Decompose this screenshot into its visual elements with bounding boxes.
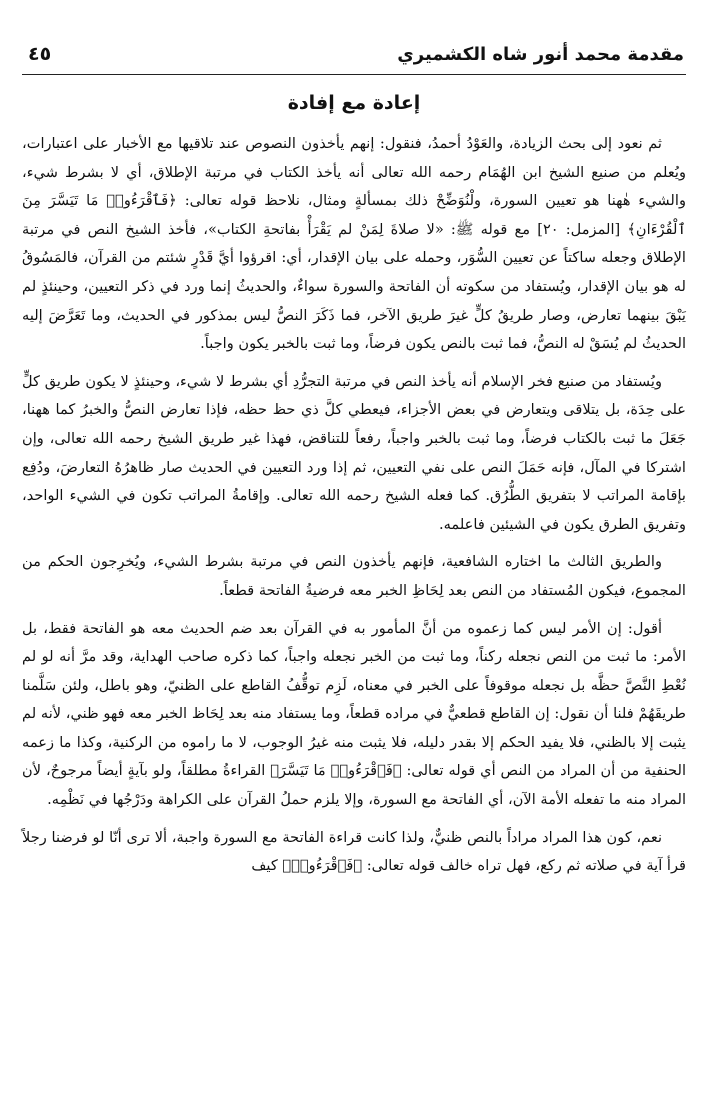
paragraph-1: ثم نعود إلى بحث الزيادة، والعَوْدُ أحمدُ، فنقول: إنهم يأخذون النصوص عند تلاقيها مع الأخبار على اعتبارات، ويُعلم من صنيع الشيخ ابن الهُمَام رحمه الله تعالى أنه يأخذ الكتاب في مرتبة الإطلاق، أي لا بشرط شيء، والشيء هٰهنا هو تعيين السورة، ولْنُوَضِّحْ ذلك بمسألةٍ ومثال، نلاحظ قوله تعالى: ﴿فَٱقْرَءُوا۟ مَا تَيَسَّرَ مِنَ ٱلْقُرْءَانِ﴾ [المزمل: ٢٠] مع قوله ﷺ: «لا صلاةَ لِمَنْ لم يَقْرَأْ بفاتحةِ الكتاب»، فأخذ الشيخ النص في مرتبة الإطلاق وجعله ساكتاً عن تعيين السُّوَر، وحمله على بيان الإقدار، أي: اقرؤوا أيَّ قَدْرٍ شئتم من القرآن، فالمَسُوقُ له هو بيان الإقدار، ويُستفاد من سكوته أن الفاتحة والسورة سواءٌ، والحديثُ إنما ورد في ذكر التعيين، وحينئذٍ لم يَبْقَ بينهما تعارض، وصار طريقُ كلٍّ غيرَ طريق الآخر، فما ذَكَرَ النصُّ ليس بمذكور في الحديث، وما تَعَرَّضَ إليه الحديثُ لم يُسَقْ له النصُّ، فما ثبت بالنص يكون فرضاً، وما ثبت بالخبر يكون واجباً. (22, 135, 686, 353)
section-title: إعادة مع إفادة (287, 92, 421, 114)
page-header (22, 34, 686, 75)
paragraph-5: نعم، كون هذا المراد مراداً بالنص ظنيٌّ، ولذا كانت قراءة الفاتحة مع السورة واجبة، ألا ترى أنّا لو فرضنا رجلاً قرأ آية في صلاته ثم ركع، فهل تراه خالف قوله تعالى: ﴿فَٱقْرَءُوا۟﴾ كيف (22, 828, 686, 875)
body-text (22, 130, 686, 890)
running-title: مقدمة محمد أنور شاه الكشميري (397, 43, 684, 65)
paragraph-2: ويُستفاد من صنيع فخر الإسلام أنه يأخذ النص في مرتبة التجرُّدِ أي بشرط لا شيء، وحينئذٍ لا يكون طريق كلٍّ على حِدَة، بل يتلاقى ويتعارض في بعض الأجزاء، فيعطي كلَّ ذي حظ حظه، فإذا تعارض النصُّ والخبرُ كما ههنا، جَعَلَ ما ثبت بالكتاب فرضاً، وما ثبت بالخبر واجباً، رفعاً للتناقض، فهذا غير طريق الشيخ رحمه الله تعالى، وإن اشتركا في المآل، فإنه حَمَلَ النص على نفي التعيين، ثم إذا ورد التعيين في الحديث صار ظاهرُهُ التعارضَ، ودُفِع بإقامة المراتب لا بتفريق الطُّرُق. كما فعله الشيخ رحمه الله تعالى. وإقامةُ المراتب تكون في الشيء الواحد، وتفريق الطرق يكون في الشيئين فاعلمه. (22, 372, 686, 533)
paragraph-4: أقول: إن الأمر ليس كما زعموه من أنَّ المأمور به في القرآن بعد ضم الحديث معه هو الفاتحة فقط، بل الأمر: ما ثبت من النص نجعله ركناً، وما ثبت من الخبر نجعله واجباً، كما ذكره صاحب الهداية، وقد مرَّ أنه لو لم نُعْطِ النَّصَّ حظَّه بل نجعله موقوفاً على الخبر في معناه، لَزِم توقُّفُ القاطع على الظنيّ، وهو باطل، ولئن سَلَّمنا طريقَهُمْ فلنا أن نقول: إن القاطع قطعيٌّ في مراده قطعاً، وما يستفاد منه بعد لِحَاظ الخبر معه فهو ظني، لأنه لم يثبت إلا بالظني، فلا يفيد الحكم إلا بقدر دليله، فلا يثبت منه غيرُ الوجوب، لا ما راموه من الركنية، وكذا ما زعمه الحنفية من أن المراد من النص أي قوله تعالى: ﴿فَٱقْرَءُوا۟ مَا تَيَسَّرَ﴾ القراءةُ مطلقاً، ولو بآيةٍ أيضاً مرجوحٌ، لأن المراد منه ما تفعله الأمة الآن، أي الفاتحة مع السورة، وإلا يلزم حملُ القرآن على الكراهة ودَرْجُها في نَظْمِه. (22, 619, 686, 809)
paragraph-3: والطريق الثالث ما اختاره الشافعية، فإنهم يأخذون النص في مرتبة بشرط الشيء، ويُخرِجون الحكم من المجموع، فيكون المُستفاد من النص بعد لِحَاظِ الخبر معه فرضيةُ الفاتحة قطعاً. (22, 553, 686, 599)
page-number: ٤٥ (28, 43, 52, 65)
book-page (22, 0, 686, 1097)
